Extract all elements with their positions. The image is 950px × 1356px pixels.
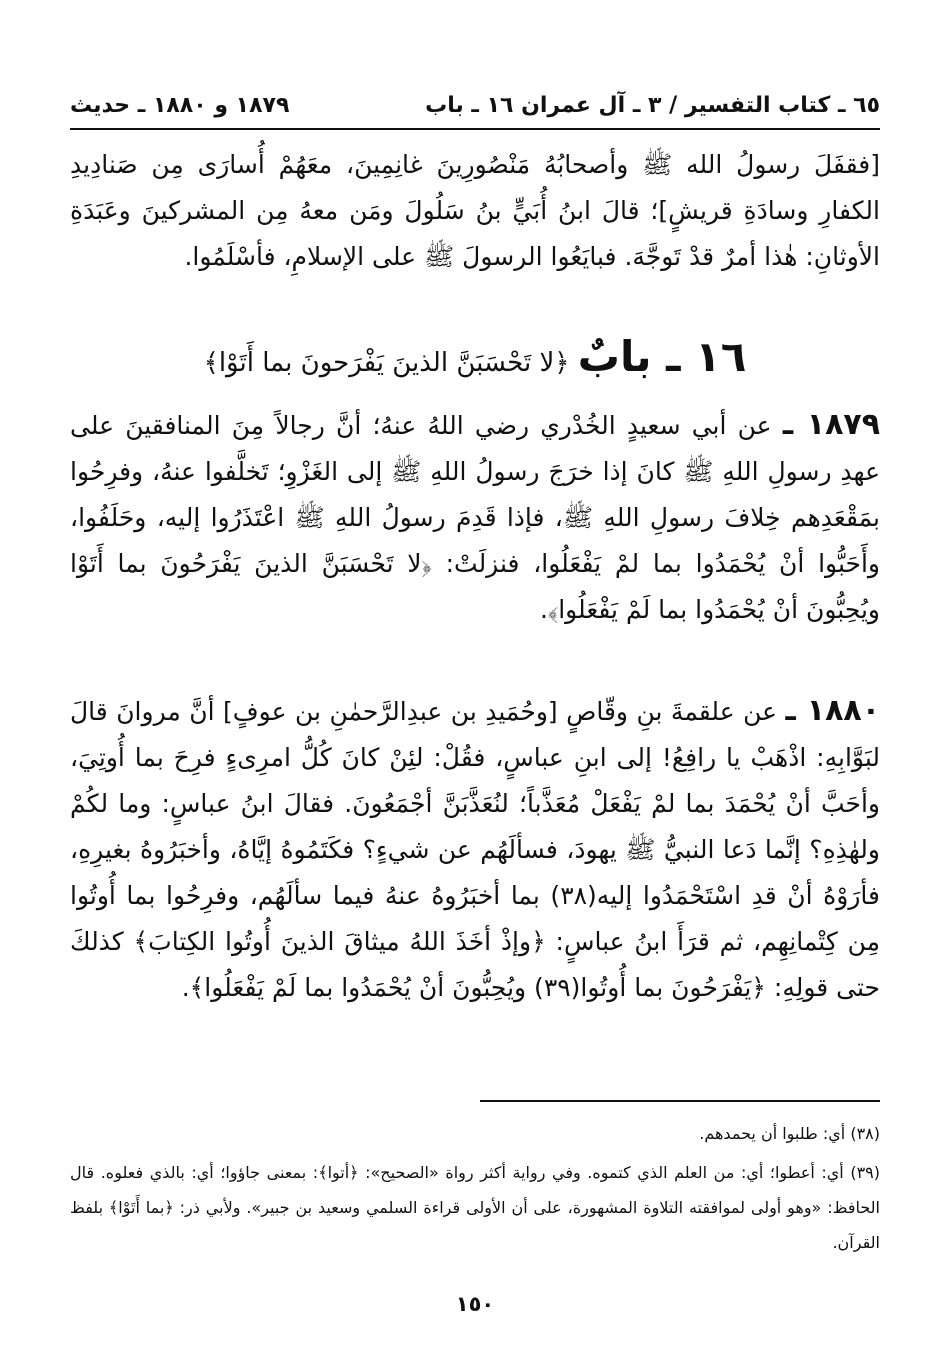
running-header xyxy=(70,88,880,124)
header-chapter-title: ٦٥ ـ كتاب التفسير / ٣ ـ آل عمران ١٦ ـ باب xyxy=(425,93,880,118)
continuation-paragraph: [فقفَلَ رسولُ الله ﷺ وأصحابُهُ مَنْصُورِينَ غانِمِينَ، معَهُمْ أُسارَى مِن صَنادِيدِ الكفارِ وسادَةِ قريشٍ]؛ قالَ ابنُ أُبَيٍّ بنُ سَلُولَ ومَن معهُ مِن المشركينَ وعَبَدَةِ الأوثانِ: هٰذا أمرٌ قدْ تَوجَّهَ. فبايَعُوا الرسولَ ﷺ على الإسلامِ، فأسْلَمُوا. xyxy=(70,150,880,271)
hadith-1880 xyxy=(70,688,880,1011)
page-number: ١٥٠ xyxy=(455,1292,495,1316)
hadith-1879 xyxy=(70,402,880,633)
footnote-39: (٣٩) أي: أعطوا؛ أي: من العلم الذي كتموه. وفي رواية أكثر رواة «الصحيح»: ﴿أتوا﴾: بمعنى جاؤوا؛ أي: بالذي فعلوه. قال الحافظ: «وهو أولى لموافقته التلاوة المشهورة، على أن الأولى قراءة السلمي وسعيد بن جبير». ولأبي ذر: ﴿بما أَتَوْا﴾ بلفظ القرآن. xyxy=(70,1163,880,1252)
footnote-38: (٣٨) أي: طلبوا أن يحمدهم. xyxy=(699,1124,880,1143)
chapter-number: ١٦ ـ بابٌ xyxy=(577,332,747,381)
hadith-text: عن علقمةَ بنِ وقّاصٍ [وحُمَيدِ بن عبدِالرَّحمٰنِ بن عوفٍ] أنَّ مروانَ قالَ لبَوَّابِهِ: اذْهَبْ يا رافِعُ! إلى ابنِ عباسٍ، فقُلْ: لئِنْ كانَ كُلُّ امرِىءٍ فرِحَ بما أُوتِيَ، وأحَبَّ أنْ يُحْمَدَ بما لمْ يَفْعَلْ مُعَذَّباً؛ لنُعَذَّبَنَّ أجْمَعُونَ. فقالَ ابنُ عباسٍ: وما لكُمْ ولهٰذِهِ؟ إنَّما دَعا النبيُّ ﷺ يهودَ، فسألَهُم عن شيءٍ؟ فكَتَمُوهُ إيَّاهُ، وأخبَرُوهُ بغيرِهِ، فأرَوْهُ أنْ قدِ اسْتَحْمَدُوا إليه(٣٨) بما أخبَرُوهُ عنهُ فيما سألَهُم، وفرِحُوا بما أُوتُوا مِن كِتْمانِهِم، ثم قرَأَ ابنُ عباسٍ: ﴿وإذْ أخَذَ اللهُ ميثاقَ الذينَ أُوتُوا الكِتابَ﴾ كذلكَ حتى قولِهِ: ﴿يَفْرَحُونَ بما أُوتُوا(٣٩) ويُحِبُّونَ أنْ يُحْمَدُوا بما لَمْ يَفْعَلُوا﴾. xyxy=(70,697,880,1002)
hadith-text: عن أبي سعيدٍ الخُدْري رضي اللهُ عنهُ؛ أنَّ رجالاً مِنَ المنافقينَ على عهدِ رسولِ اللهِ ﷺ كانَ إذا خرَجَ رسولُ اللهِ ﷺ إلى الغَزْوِ؛ تَخلَّفوا عنهُ، وفرِحُوا بمَقْعَدِهم خِلافَ رسولِ اللهِ ﷺ، فإذا قَدِمَ رسولُ اللهِ ﷺ اعْتَذَرُوا إليه، وحَلَفُوا، وأَحَبُّوا أنْ يُحْمَدُوا بما لمْ يَفْعَلُوا، فنزلَتْ: ﴿لا تَحْسَبَنَّ الذينَ يَفْرَحُونَ بما أَتَوْا ويُحِبُّونَ أنْ يُحْمَدُوا بما لَمْ يَفْعَلُوا﴾. xyxy=(70,411,880,624)
chapter-title: ﴿لا تَحْسَبَنَّ الذينَ يَفْرَحونَ بما أَتَوْا﴾ xyxy=(203,348,570,378)
chapter-heading xyxy=(70,330,880,390)
footnotes xyxy=(70,1116,880,1264)
footnote-divider xyxy=(480,1100,880,1102)
header-divider xyxy=(70,128,880,130)
hadith-number: ١٨٧٩ ـ xyxy=(782,407,881,442)
hadith-number: ١٨٨٠ ـ xyxy=(785,693,881,728)
header-hadith-range: ١٨٧٩ و ١٨٨٠ ـ حديث xyxy=(70,93,290,118)
